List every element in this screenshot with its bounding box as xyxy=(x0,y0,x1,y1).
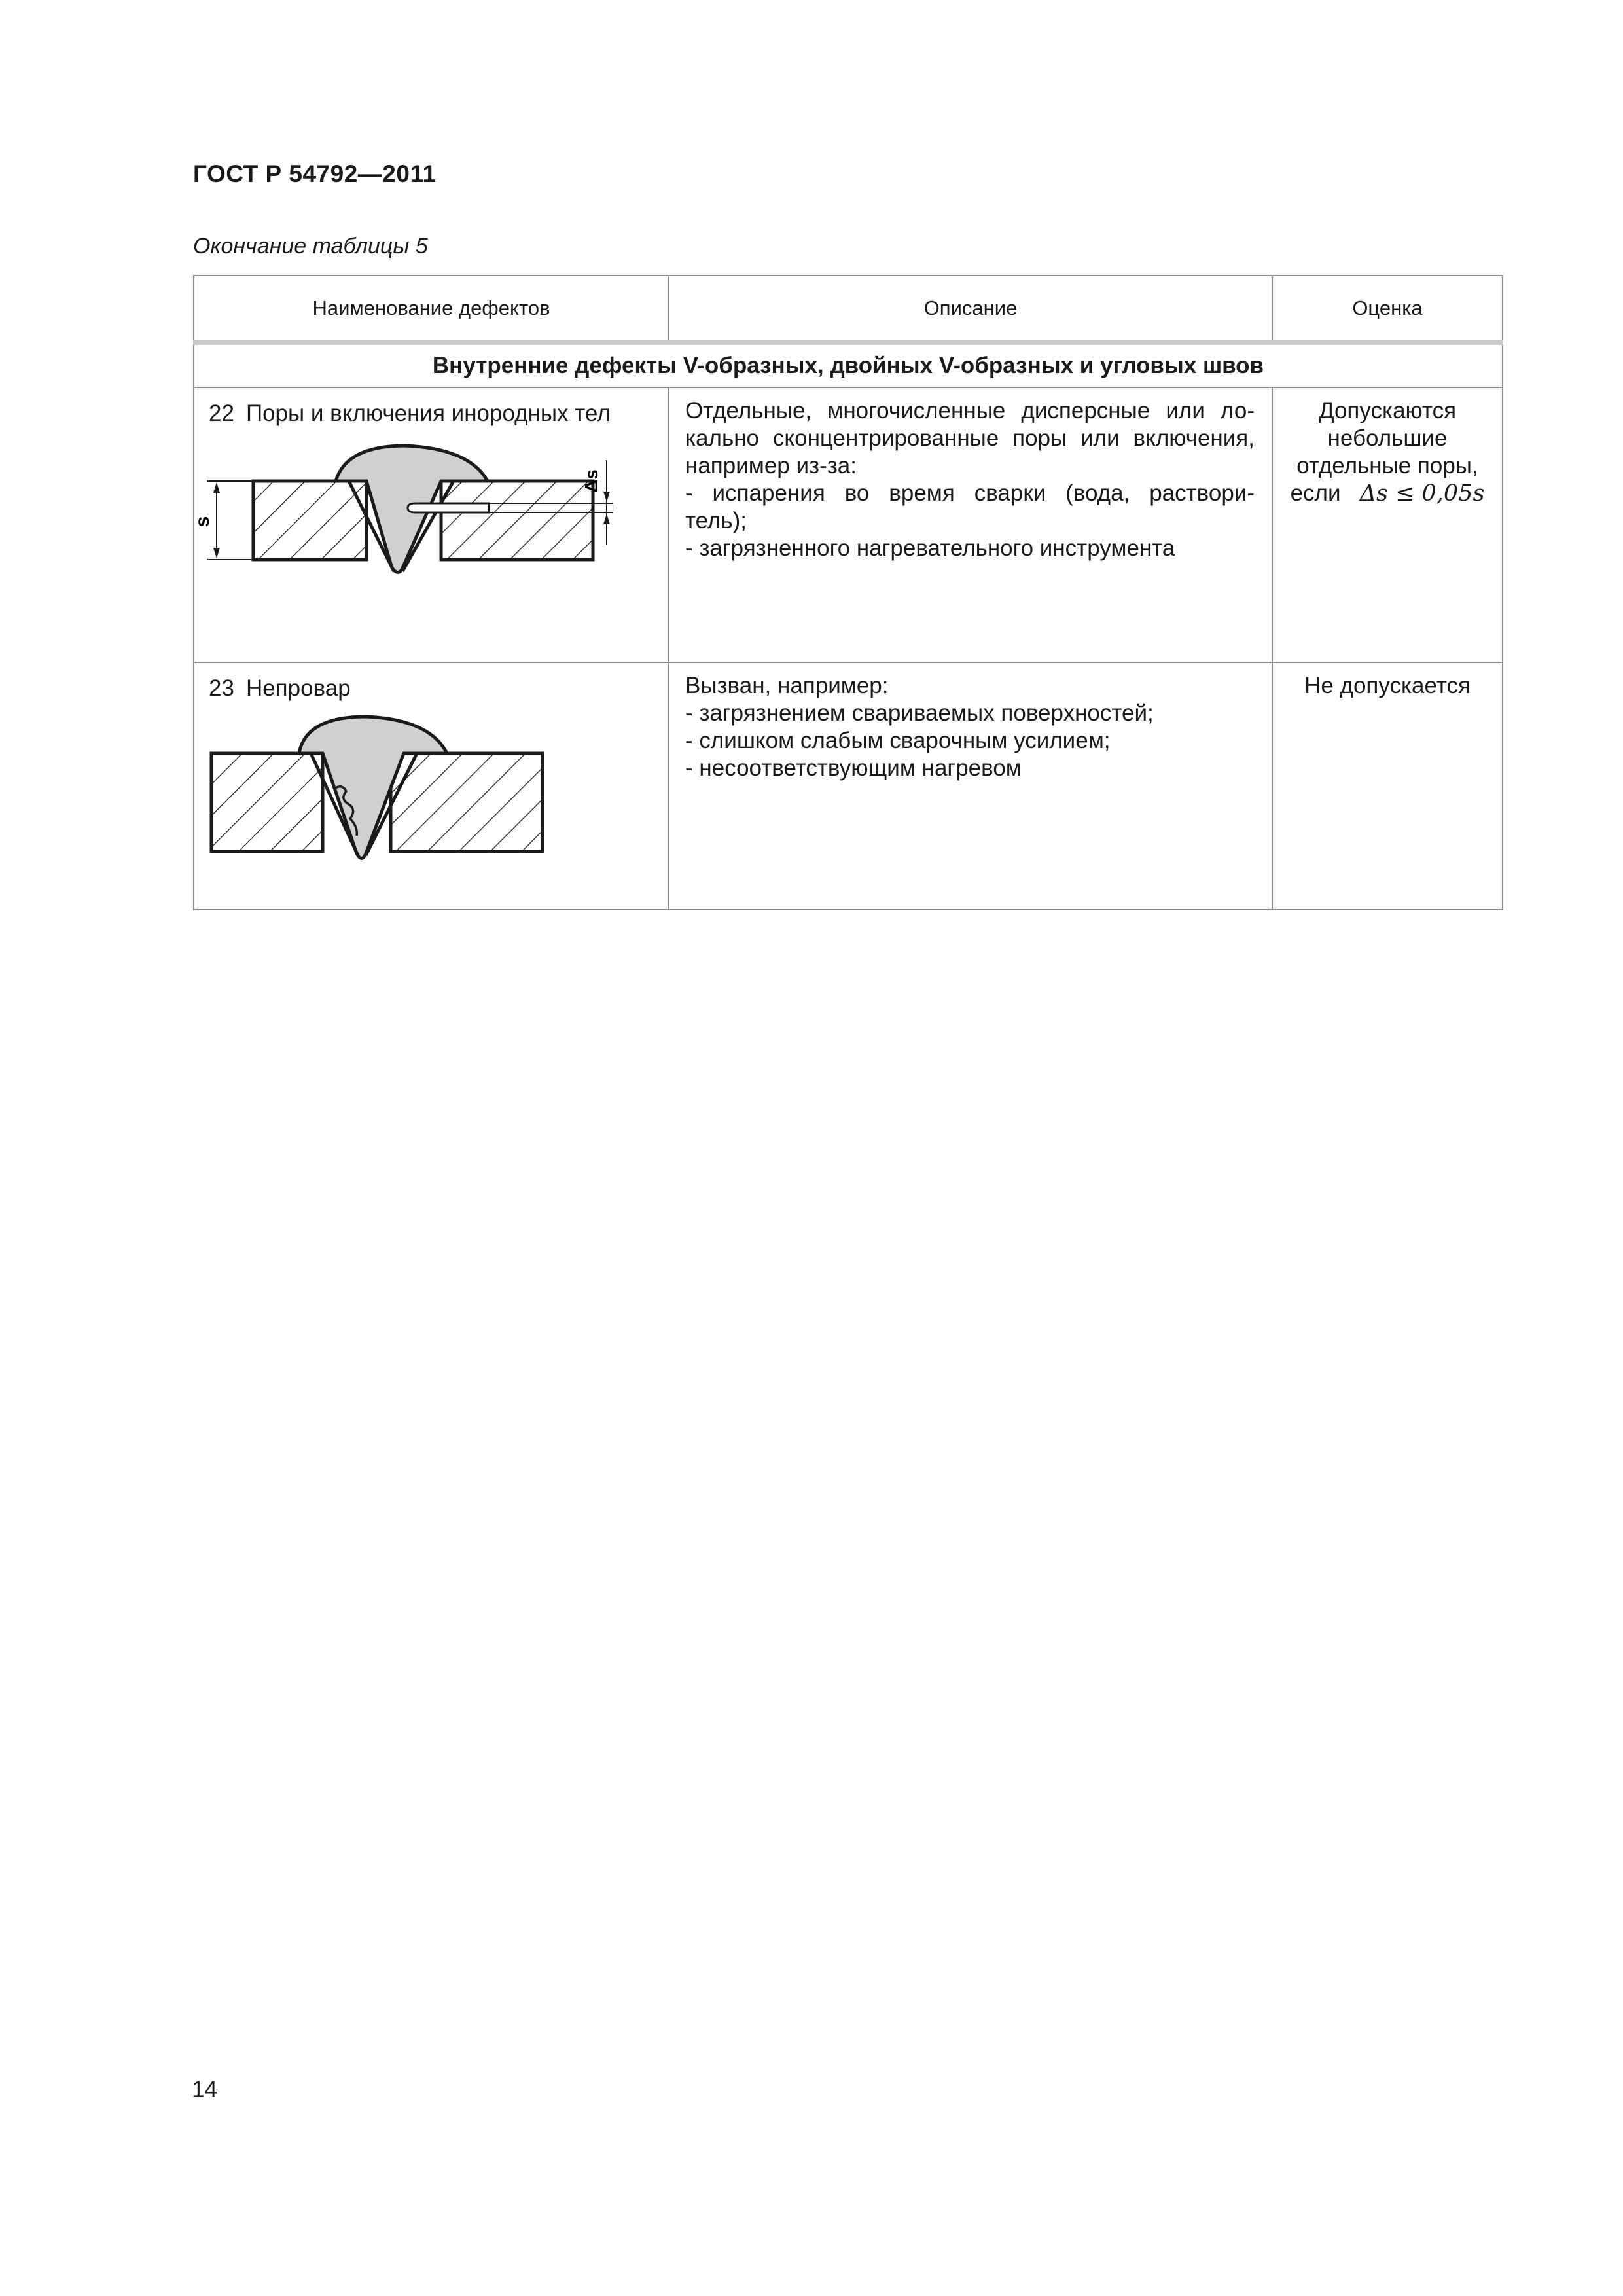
delta-label: Δs xyxy=(581,469,601,493)
defect-name: Непровар xyxy=(245,675,351,701)
evaluation-condition-formula: Δs ≤ 0,05s xyxy=(1359,480,1485,507)
description-cell-22 xyxy=(669,387,1272,662)
page-number: 14 xyxy=(192,2077,217,2102)
right-plate xyxy=(391,753,543,852)
pore xyxy=(408,503,489,512)
document-header: ГОСТ Р 54792—2011 xyxy=(193,160,437,187)
table-row xyxy=(194,662,1503,910)
lack-of-fusion-figure xyxy=(194,706,561,863)
table-header-row xyxy=(194,276,1503,343)
left-plate xyxy=(211,753,323,852)
description-cell-23 xyxy=(669,662,1272,910)
defect-cell-23 xyxy=(194,662,669,910)
evaluation-line: Допускаются xyxy=(1318,398,1457,423)
description-line: - слишком слабым сварочным усилием; xyxy=(685,728,1111,753)
defect-cell-22 xyxy=(194,387,669,662)
evaluation-condition xyxy=(1273,480,1502,507)
defects-table xyxy=(193,275,1503,910)
defect-name: Поры и включения инородных тел xyxy=(245,401,611,426)
description-line: Вызван, например: xyxy=(685,673,889,698)
description-line: тель); xyxy=(685,508,747,533)
description-line: Отдельные, многочисленные дисперсные или ло- xyxy=(685,398,1255,423)
evaluation-line: Не допускается xyxy=(1304,673,1471,698)
defect-title xyxy=(209,400,668,427)
table-row xyxy=(194,387,1503,662)
evaluation-cell-23 xyxy=(1272,662,1503,910)
defect-number: 23 xyxy=(209,675,234,701)
evaluation-line: небольшие xyxy=(1327,425,1448,451)
column-header-description: Описание xyxy=(669,276,1272,343)
description-line: например из-за: xyxy=(685,453,857,478)
thickness-label: s xyxy=(192,516,213,528)
right-plate xyxy=(441,481,593,560)
evaluation-cell-22 xyxy=(1272,387,1503,662)
defect-title xyxy=(209,675,668,702)
evaluation-line: отдельные поры, xyxy=(1296,453,1478,478)
description-line: - загрязнением свариваемых поверхностей; xyxy=(685,700,1154,726)
defect-number: 22 xyxy=(209,401,234,426)
description-line: - несоответствующим нагревом xyxy=(685,755,1022,781)
evaluation-condition-word: если xyxy=(1290,480,1341,506)
description-line: - испарения во время сварки (вода, раствори- xyxy=(685,480,1255,506)
pore-weld-figure xyxy=(194,434,652,591)
description-line: - загрязненного нагревательного инструмента xyxy=(685,535,1175,561)
column-header-evaluation: Оценка xyxy=(1272,276,1503,343)
table-section-row xyxy=(194,343,1503,388)
section-title: Внутренние дефекты V-образных, двойных V-образных и угловых швов xyxy=(194,343,1503,388)
table-caption: Окончание таблицы 5 xyxy=(193,234,428,259)
column-header-defect-name: Наименование дефектов xyxy=(194,276,669,343)
left-plate xyxy=(253,481,366,560)
description-line: кально сконцентрированные поры или включения, xyxy=(685,425,1255,451)
